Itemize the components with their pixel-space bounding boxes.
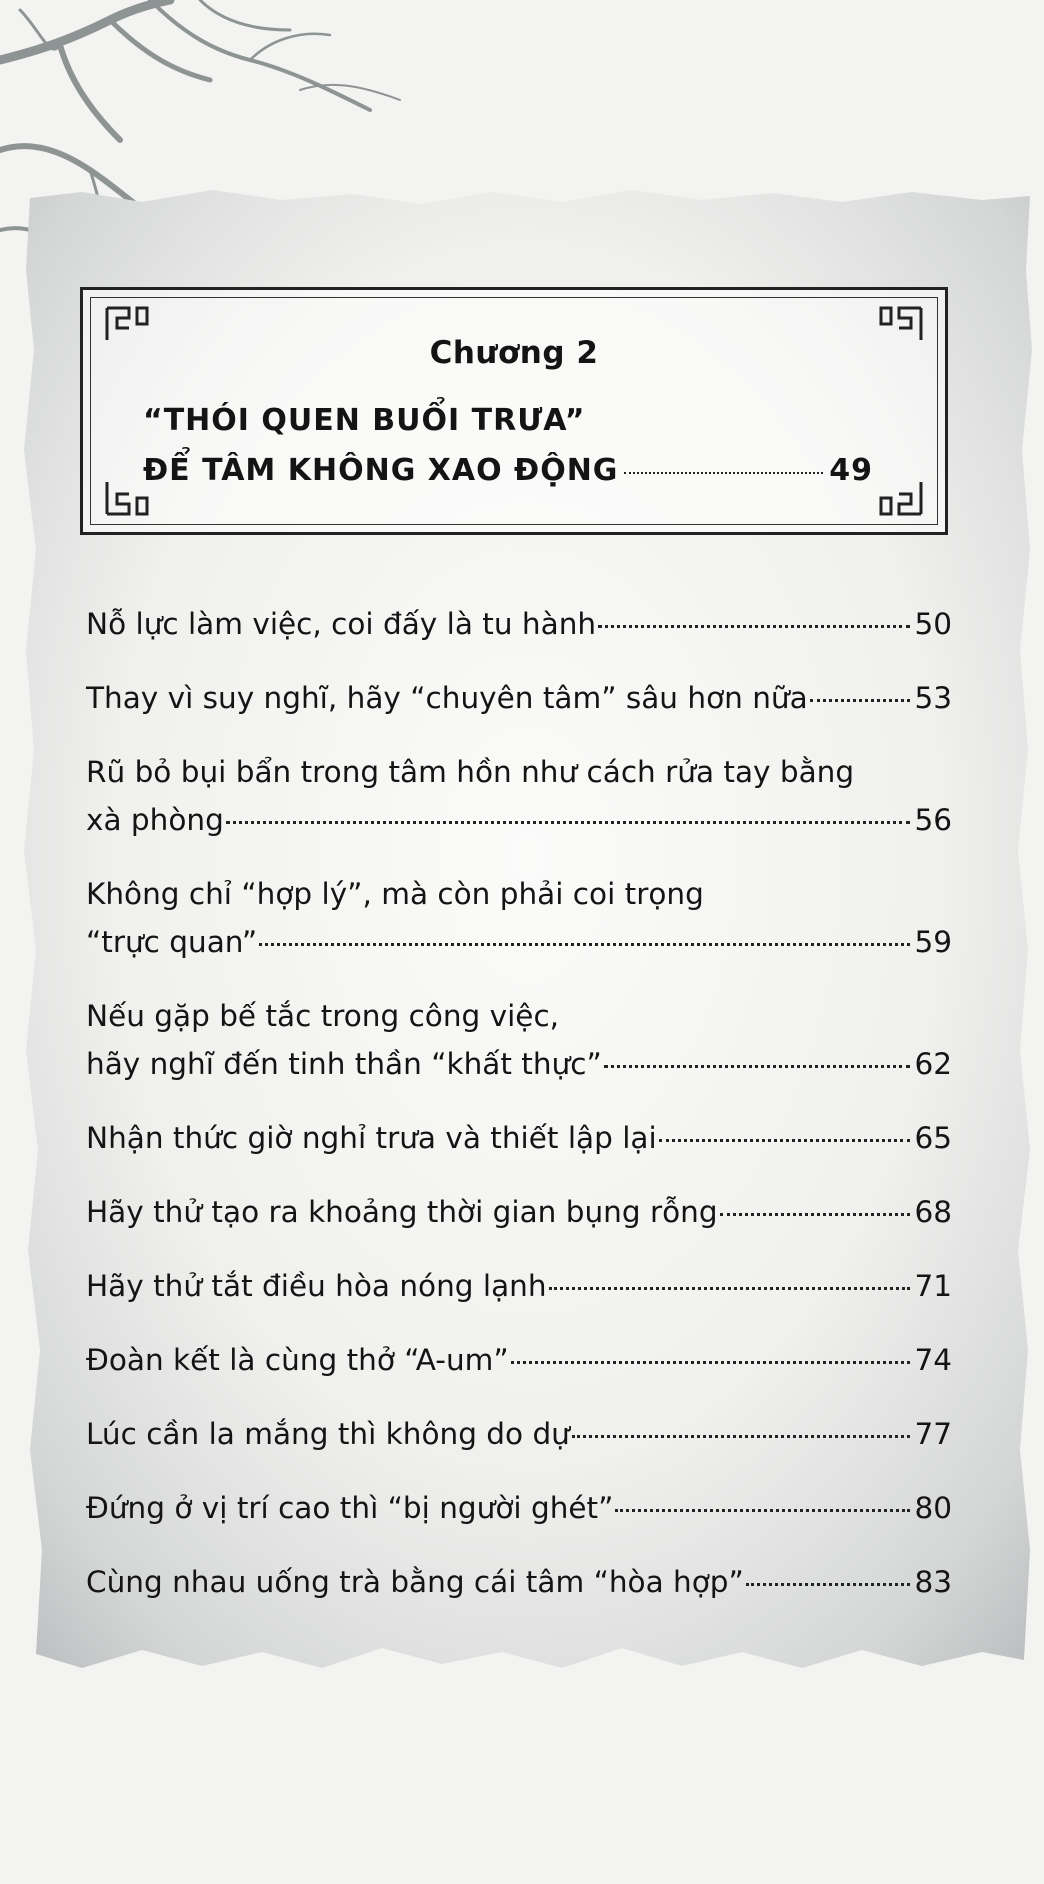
leader-dots — [259, 943, 910, 946]
chapter-number: Chương 2 — [429, 335, 599, 371]
toc-entry-title: Rũ bỏ bụi bẩn trong tâm hồn như cách rửa tay bằng — [86, 755, 855, 789]
toc-entry-title: Đứng ở vị trí cao thì “bị người ghét” — [86, 1491, 614, 1525]
toc-entry[interactable] — [86, 1484, 952, 1532]
toc-page-number: 71 — [914, 1269, 952, 1303]
toc-entry-line — [86, 1336, 952, 1384]
toc-entry[interactable] — [86, 1114, 952, 1162]
toc-entry-line — [86, 1040, 952, 1088]
toc-page-number: 62 — [914, 1047, 952, 1081]
toc-entry-line — [86, 1262, 952, 1310]
toc-page-number: 56 — [914, 803, 952, 837]
toc-entry[interactable] — [86, 1558, 952, 1606]
toc-page-number: 59 — [914, 925, 952, 959]
toc-entry-line — [86, 1484, 952, 1532]
chapter-title-text: ĐỂ TÂM KHÔNG XAO ĐỘNG — [143, 453, 619, 488]
toc-page-number: 50 — [914, 607, 952, 641]
leader-dots — [659, 1139, 911, 1142]
toc-entry-title: Không chỉ “hợp lý”, mà còn phải coi trọng — [86, 877, 704, 911]
toc-page-number: 77 — [914, 1417, 952, 1451]
leader-dots — [598, 625, 910, 628]
toc-entry[interactable] — [86, 1262, 952, 1310]
toc-entry-title: Hãy thử tạo ra khoảng thời gian bụng rỗng — [86, 1195, 718, 1229]
toc-entry-title: Cùng nhau uống trà bằng cái tâm “hòa hợp” — [86, 1565, 744, 1599]
toc-entry[interactable] — [86, 1188, 952, 1236]
toc-entry-title: xà phòng — [86, 803, 224, 837]
chapter-title-line-2 — [143, 453, 873, 488]
toc-entry-title: Đoàn kết là cùng thở “A-um” — [86, 1343, 509, 1377]
toc-entry-line — [86, 918, 952, 966]
toc-page-number: 65 — [914, 1121, 952, 1155]
toc-entry-line — [86, 600, 952, 648]
chapter-header-box — [80, 287, 948, 535]
corner-ornament-icon — [877, 478, 925, 518]
toc-entry-line — [86, 674, 952, 722]
leader-dots — [720, 1213, 911, 1216]
toc-entry[interactable] — [86, 992, 952, 1088]
chapter-title-line-1: “THÓI QUEN BUỔI TRƯA” — [143, 403, 586, 438]
leader-dots — [604, 1065, 911, 1068]
toc-page-number: 74 — [914, 1343, 952, 1377]
toc-page-number: 83 — [914, 1565, 952, 1599]
toc-entry-title: Lúc cần la mắng thì không do dự — [86, 1417, 570, 1451]
leader-dots — [549, 1287, 911, 1290]
chapter-page-number: 49 — [829, 453, 873, 488]
leader-dots — [810, 699, 911, 702]
toc-entry[interactable] — [86, 674, 952, 722]
leader-dots — [624, 472, 823, 474]
toc-entry-title: Nhận thức giờ nghỉ trưa và thiết lập lại — [86, 1121, 657, 1155]
toc-entry-title: Nỗ lực làm việc, coi đấy là tu hành — [86, 607, 597, 641]
toc-entry-line — [86, 748, 952, 796]
leader-dots — [511, 1361, 911, 1364]
toc-entry-title: Nếu gặp bế tắc trong công việc, — [86, 999, 560, 1033]
leader-dots — [746, 1583, 911, 1586]
toc-entry[interactable] — [86, 600, 952, 648]
toc-entry-title: hãy nghĩ đến tinh thần “khất thực” — [86, 1047, 602, 1081]
toc-entry-line — [86, 1188, 952, 1236]
toc-page-number: 80 — [914, 1491, 952, 1525]
toc-entry-line — [86, 1558, 952, 1606]
toc-page-number: 68 — [914, 1195, 952, 1229]
toc-entry-line — [86, 870, 952, 918]
toc-entry[interactable] — [86, 748, 952, 844]
toc-entry[interactable] — [86, 870, 952, 966]
toc-entry-title: “trực quan” — [86, 925, 258, 959]
toc-entry-line — [86, 992, 952, 1040]
toc-entry-line — [86, 796, 952, 844]
table-of-contents — [86, 600, 952, 1606]
toc-entry-title: Hãy thử tắt điều hòa nóng lạnh — [86, 1269, 547, 1303]
toc-entry-line — [86, 1114, 952, 1162]
toc-page-number: 53 — [914, 681, 952, 715]
leader-dots — [572, 1435, 911, 1438]
leader-dots — [226, 821, 911, 824]
toc-entry[interactable] — [86, 1336, 952, 1384]
toc-entry-title: Thay vì suy nghĩ, hãy “chuyên tâm” sâu hơn nữa — [86, 681, 808, 715]
toc-entry[interactable] — [86, 1410, 952, 1458]
leader-dots — [615, 1509, 910, 1512]
toc-entry-line — [86, 1410, 952, 1458]
